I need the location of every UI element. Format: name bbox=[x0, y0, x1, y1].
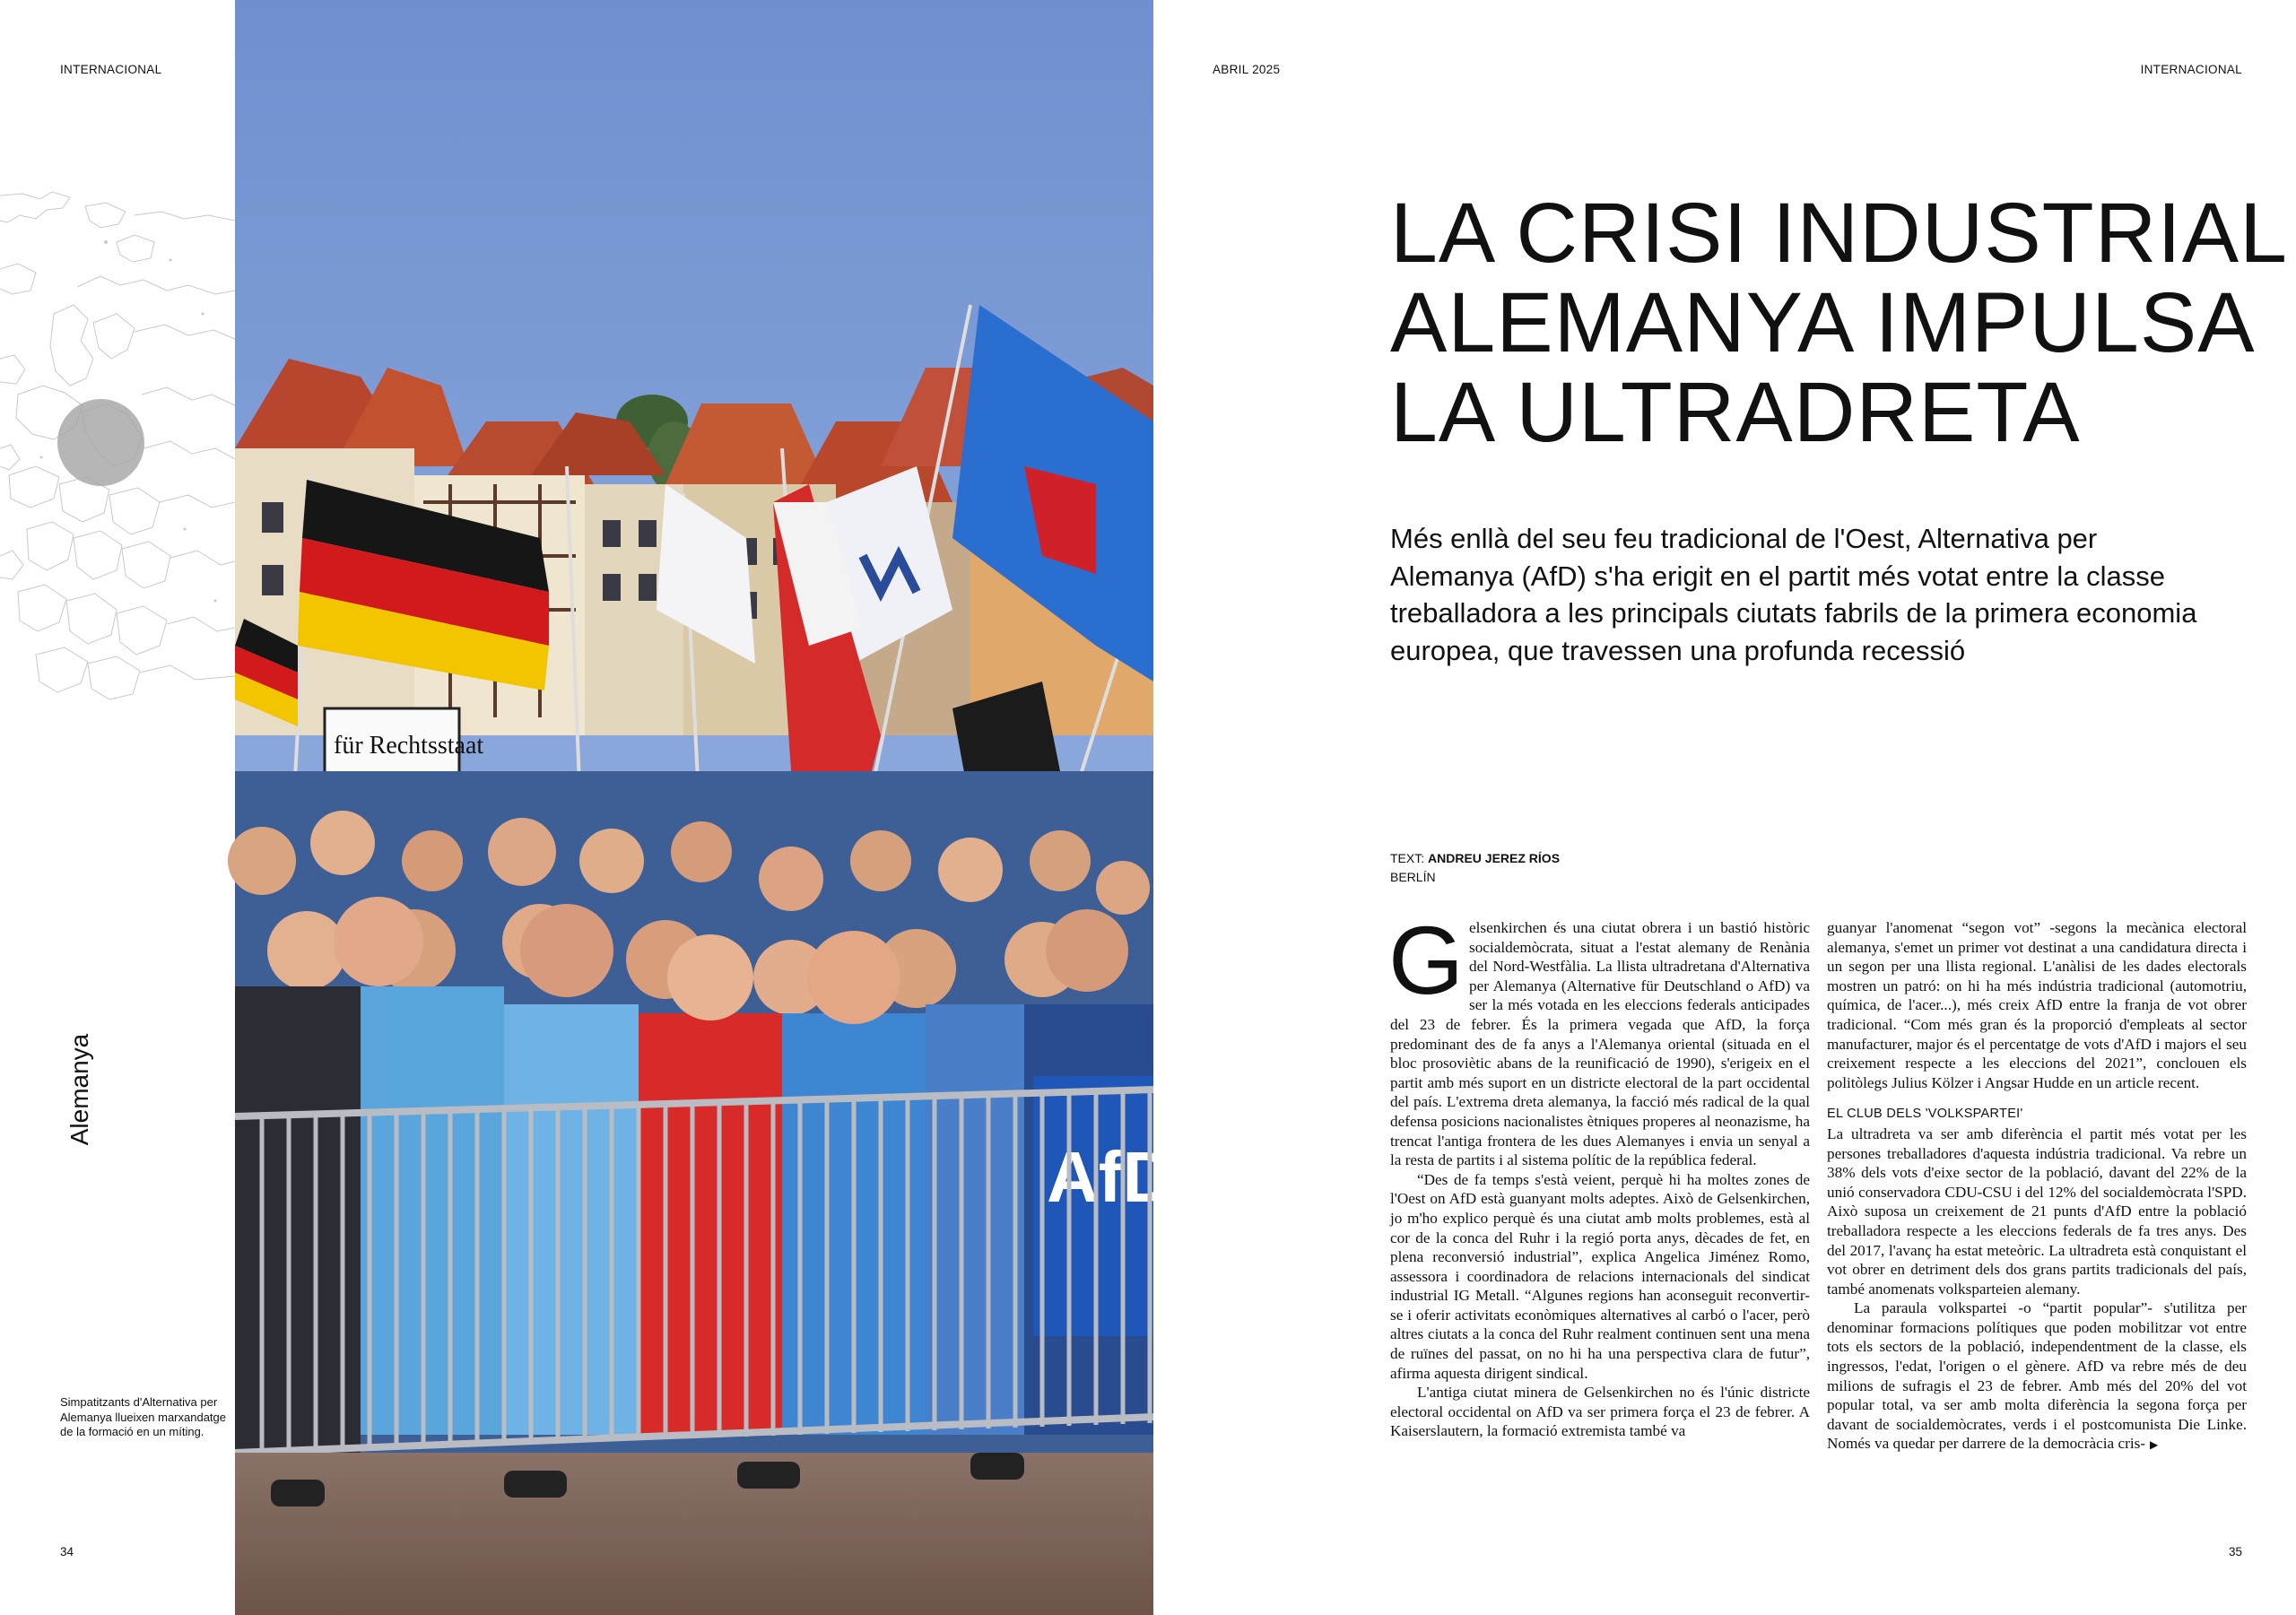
article-lede: Més enllà del seu feu tradicional de l'Oest, Alternativa per Alemanya (AfD) s'ha erigit en el partit més votat entre la classe treballadora a les principals ciutats fabrils de la primera economia europea, que travessen una profunda recessió bbox=[1390, 523, 2197, 666]
rally-photo bbox=[235, 0, 1175, 1615]
article-column-2 bbox=[1827, 918, 2247, 1455]
paragraph-3: L'antiga ciutat minera de Gelsenkirchen no és l'únic districte electoral occidental on AfD va ser primera força el 23 de febrer. A Kaiserslautern, la formació extremista també va bbox=[1390, 1384, 1810, 1440]
continue-arrow-icon: ▶ bbox=[2150, 1438, 2159, 1452]
drop-cap: G bbox=[1388, 906, 1465, 1014]
headline-line-2: ALEMANYA IMPULSA bbox=[1390, 275, 2256, 370]
article-column-1 bbox=[1388, 906, 1810, 1441]
paragraph-1: Gelsenkirchen és una ciutat obrera i un bastió històric socialdemòcrata, situat a l'estat alemany de Renània del Nord-Westfàlia. La llista ultradretana d'Alternativa per Alemanya (Alternative für Deutschland o AfD) va ser la més votada en les eleccions federals anticipades del 23 de febrer. És la primera vegada que AfD, la força predominant des de fa anys a l'Alemanya oriental (situada en el bloc prosoviètic abans de la reunificació de 1990), s'erigeix en el partit amb més suport en un districte electoral de la part occidental del país. L'extrema dreta alemanya, la facció més radical de la qual defensa posicions nacionalistes ètniques properes al neonazisme, ha trencat l'antiga frontera de les dues Alemanyes i envia un senyal a la resta de partits i al sistema polític de la república federal. bbox=[1388, 906, 1810, 1169]
placard-text: für Rechtsstaat bbox=[334, 732, 484, 760]
paragraph-5: La ultradreta va ser amb diferència el partit més votat per les persones treballadores d'aquesta indústria tradicional. Va rebre un 38% dels vots d'eixe sector de la població, davant del 22% de la unió conservadora CDU-CSU i del 12% del socialdemòcrata l'SPD. Això suposa un creixement de 21 punts d'AfD entre la població treballadora respecte a les eleccions federals de fa tres anys. Des del 2017, l'avanç ha estat meteòric. La ultradreta està conquistant el vot obrer en detriment dels dos grans partits tradicionals del país, també anomenats volksparteien alemany. bbox=[1827, 1124, 2247, 1298]
country-label: Alemanya bbox=[65, 1033, 93, 1146]
photo-caption: Simpatitzants d'Alternativa per Alemanya llueixen marxandatge de la formació en un míting. bbox=[60, 1395, 226, 1438]
issue-date: ABRIL 2025 bbox=[1213, 63, 1281, 76]
headline-line-1: LA CRISI INDUSTRIAL bbox=[1390, 186, 2288, 281]
section-subhead: EL CLUB DELS 'VOLKSPARTEI' bbox=[1827, 1107, 2023, 1122]
page-number-left: 34 bbox=[60, 1545, 74, 1559]
section-label-left: INTERNACIONAL bbox=[60, 63, 162, 76]
dateline-location: BERLÍN bbox=[1390, 870, 1436, 884]
headline-line-3: LA ULTRADRETA bbox=[1390, 365, 2081, 460]
byline bbox=[1390, 849, 1560, 887]
section-label-right: INTERNACIONAL bbox=[2140, 63, 2242, 76]
location-highlight-circle bbox=[57, 399, 144, 486]
page-number-right: 35 bbox=[2228, 1545, 2242, 1559]
paragraph-2: “Des de fa temps s'està veient, perquè hi ha moltes zones de l'Oest on AfD està guanyant molts adeptes. Això de Gelsenkirchen, jo m'ho explico perquè és una ciutat amb molts problemes, està al cor de la conca del Ruhr i la regió porta anys, dècades de fet, en plena reconversió industrial”, explica Angelica Jiménez Romo, assessora i coordinadora de relacions internacionals del sindicat industrial IG Metall. “Algunes regions han aconseguit reconvertir-se i oferir activitats econòmiques alternatives al carbó o l'acer, però altres ciutats a la conca del Ruhr realment continuen sent una mena de ruïnes del passat, on no hi ha una perspectiva clara de futur”, afirma aquesta dirigent sindical. bbox=[1390, 1170, 1810, 1382]
article-headline bbox=[1390, 186, 2288, 460]
author-name: ANDREU JEREZ RÍOS bbox=[1428, 851, 1561, 865]
paragraph-4: guanyar l'anomenat “segon vot” -segons la mecànica electoral alemanya, s'emet un primer vot destinat a una candidatura directa i un segon per una llista regional. L'anàlisi de les dades electorals mostren un patró: on hi ha més indústria tradicional (automotriu, química, de l'acer...), més creix AfD entre la franja de vot obrer tradicional. “Com més gran és la proporció d'empleats al sector manufacturer, major és el percentatge de vots d'AfD i majors el seu creixement respecte a les eleccions del 2021”, conclouen els politòlegs Julius Kölzer i Angsar Hudde en un article recent. bbox=[1827, 919, 2247, 1091]
byline-label: TEXT: bbox=[1390, 851, 1425, 865]
banner-text: AfD bbox=[1047, 1137, 1175, 1217]
paragraph-6: La paraula volkspartei -o “partit popular”- s'utilitza per denominar formacions polítiques que poden mobilitzar vot entre tots els sectors de la població, independentment de la classe, els ingressos, l'edat, l'origen o el gènere. AfD va rebre més de deu milions de sufragis el 23 de febrer. Amb més del 20% del vot popular total, va ser amb molta diferència la segona força per davant de socialdemòcrates, verds i el postcomunista Die Linke. Només va quedar per darrere de la democràcia cris- ▶ bbox=[1827, 1299, 2247, 1453]
